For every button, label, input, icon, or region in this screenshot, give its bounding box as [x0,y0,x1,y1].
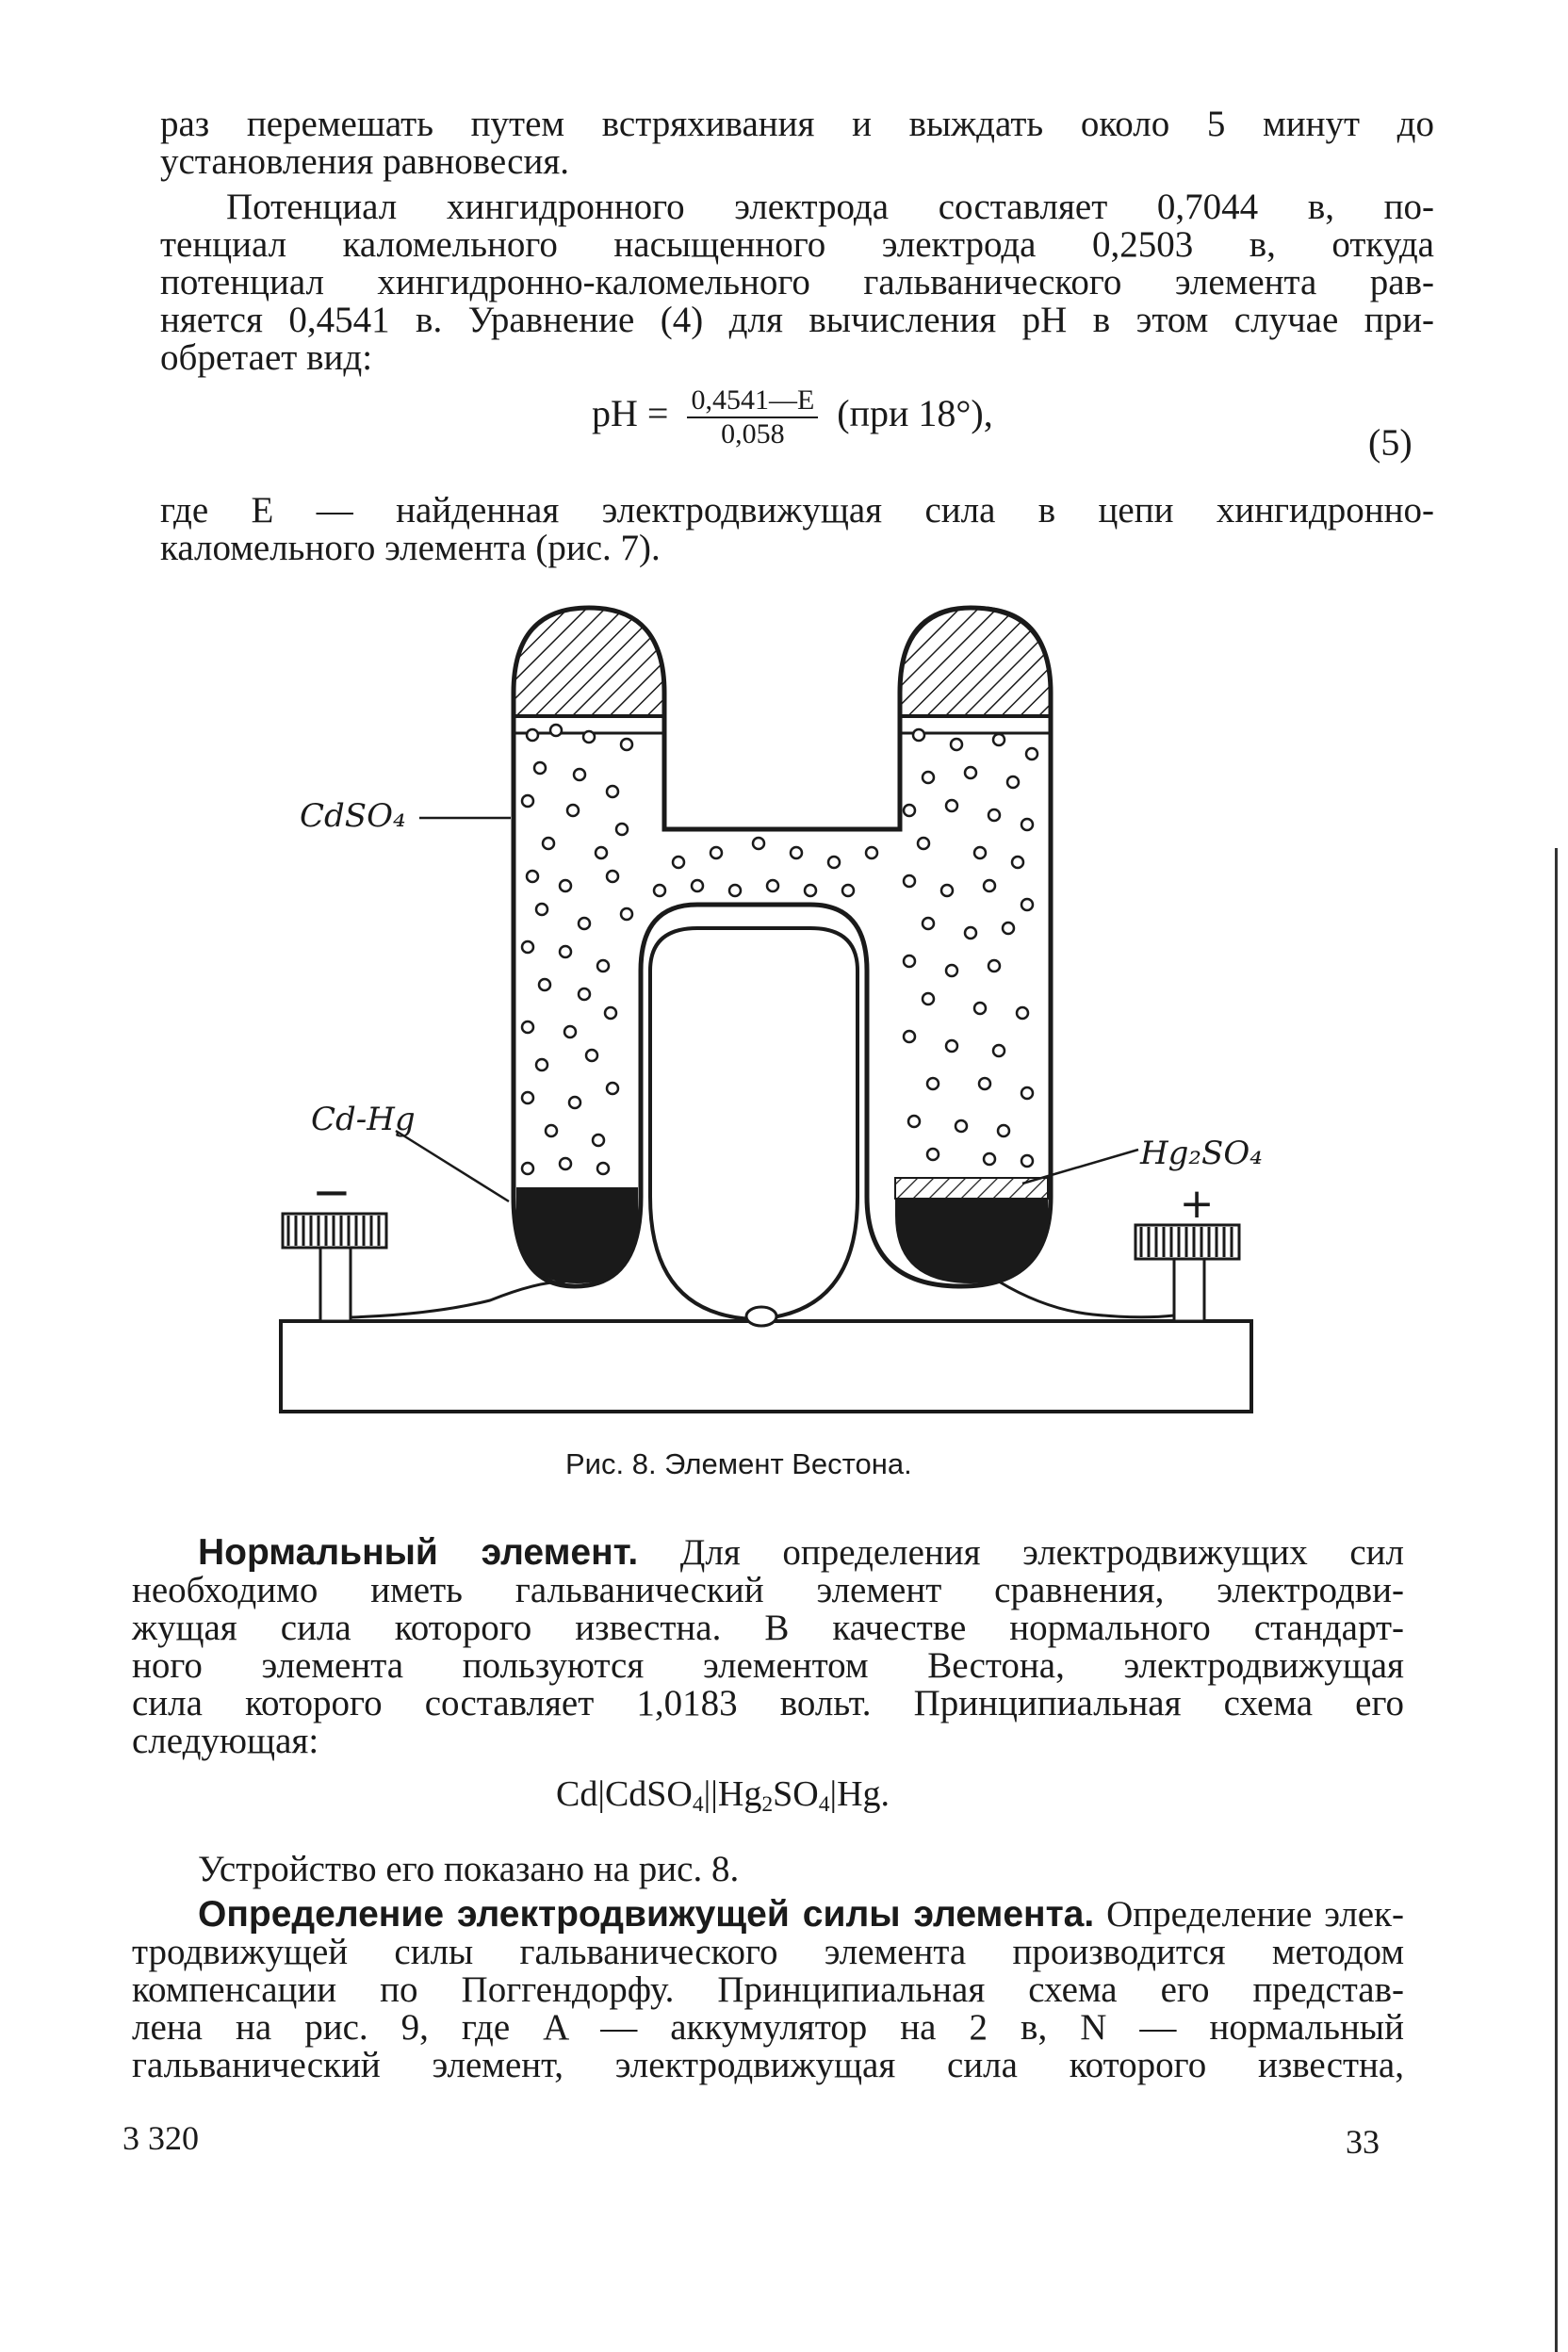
crystal-dot [828,857,840,868]
crystal-dot [522,1092,533,1103]
mercurous-sulfate-paste [895,1178,1048,1199]
crystal-dot [550,725,562,736]
crystal-dot [984,1153,995,1165]
crystal-dot [729,885,741,896]
text-line: обретает вид: [160,337,373,378]
text-line: где E — найденная электродвижущая сила в цепи хингидронно- [160,490,1434,531]
crystal-dot [946,1040,957,1052]
base-board [281,1321,1251,1412]
crystal-dot [673,857,684,868]
crystal-dot [579,988,590,1000]
crystal-dot [579,918,590,929]
text-line: тродвижущей силы гальванического элемента производится методом [132,1932,1404,1972]
crystal-dot [593,1135,604,1146]
cadmium-amalgam [516,1187,638,1283]
crystal-dot [923,772,934,783]
crystal-dot [605,1007,616,1019]
crystal-dot [583,731,595,743]
crystal-dot [918,838,929,849]
crystal-dot [979,1078,990,1089]
paragraph-heading-normal-element: Нормальный элемент. [198,1532,639,1573]
crystal-dot [527,729,538,741]
paragraph-4-end [132,1723,1404,1760]
crystal-dot [543,838,554,849]
crystal-dot [522,1021,533,1033]
left-cap [514,608,664,716]
crystal-dot [621,739,632,750]
text-line: ного элемента пользуются элементом Вестона, электродвижущая [132,1645,1404,1686]
crystal-dot [546,1125,557,1136]
negative-terminal [283,1214,386,1321]
page-edge [1555,848,1558,2352]
crystal-dot [1007,776,1019,788]
equation-number: (5) [1368,421,1413,464]
text-line: потенциал хингидронно-каломельного гальванического элемента рав- [160,262,1434,302]
crystal-dot [597,1163,609,1174]
text-line: гальванический элемент, электродвижущая сила которого известна, [132,2045,1404,2085]
text-line: лена на рис. 9, где A — аккумулятор на 2 в, N — нормальный [132,2007,1404,2048]
crystal-dot [607,1083,618,1094]
crystal-dot [536,1059,547,1070]
text-line: необходимо иметь гальванический элемент сравнения, электродви- [132,1570,1404,1610]
label-cdso4: CdSO₄ [300,797,406,835]
crystal-dot [536,904,547,915]
crystal-dot [988,960,1000,972]
paragraph-5 [132,1851,1404,1888]
crystal-dot [805,885,816,896]
crystal-dot [607,786,618,797]
crystal-dot [993,1045,1004,1056]
crystal-dot [767,880,778,891]
crystal-dot [527,871,538,882]
crystal-dot [904,956,915,967]
crystal-dot [569,1097,580,1108]
crystal-dot [974,847,986,858]
wire-negative [351,1282,565,1317]
text-line [132,1896,1404,1934]
wire-positive [999,1282,1174,1317]
crystal-dot [956,1120,967,1132]
text-line: сила которого составляет 1,0183 вольт. Принципиальная схема его [132,1683,1404,1723]
crystal-dot [1021,819,1033,830]
crystal-dot [534,762,546,774]
formula-numerator: 0,4541—E [687,384,818,418]
crystal-dot [866,847,877,858]
paragraph-heading-emf-measurement: Определение электродвижущей силы элемента. [198,1894,1095,1935]
crystal-dot [586,1050,597,1061]
crystal-dot [791,847,802,858]
crystal-dot [574,769,585,780]
cell-scheme: $Cd|CdSO_4||Hg_2SO_4|Hg$. [556,1774,890,1817]
crystal-dot [522,795,533,807]
crystal-dot [993,734,1004,745]
crystal-dot [621,908,632,920]
crystal-dot [951,739,962,750]
crystal-dot [946,965,957,976]
crystal-dot [927,1078,939,1089]
crystal-dot [974,1003,986,1014]
crystal-dot [564,1026,576,1037]
crystal-dot [1021,899,1033,910]
right-cap [900,608,1051,716]
crystal-dot [616,824,628,835]
text-span: Для определения электродвижущих сил [638,1532,1405,1573]
text-line: раз перемешать путем встряхивания и выждать около 5 минут до [160,104,1434,144]
formula-denominator: 0,058 [721,418,785,449]
crystal-dot [904,805,915,816]
crystal-dot [560,946,571,957]
crystal-dot [941,885,953,896]
crystal-dot [753,838,764,849]
text-line: Устройство его показано на рис. 8. [198,1849,740,1889]
crystal-dot [596,847,607,858]
text-line: няется 0,4541 в. Уравнение (4) для вычисления pH в этом случае при- [160,300,1434,340]
minus-sign: − [312,1165,351,1219]
crystal-dot [842,885,854,896]
crystal-dot [567,805,579,816]
crystal-dot [984,880,995,891]
crystal-dot [597,960,609,972]
crystal-dot [965,767,976,778]
plus-sign: + [1179,1180,1215,1228]
crystal-dot [904,875,915,887]
crystal-dot [904,1031,915,1042]
crystal-dot [654,885,665,896]
crystal-dot [1017,1007,1028,1019]
crystal-dot [908,1116,920,1127]
text-line: тенциал каломельного насыщенного электрода 0,2503 в, откуда [160,224,1434,265]
crystal-dot [927,1149,939,1160]
paragraph-6 [132,1896,1404,2084]
text-line: жущая сила которого известна. В качестве нормального стандарт- [132,1608,1404,1648]
text-line [132,1534,1404,1572]
text-line: установления равновесия. [160,141,570,182]
formula-condition: (при 18°), [837,392,993,435]
text-line: компенсации по Поггендорфу. Принципиальная схема его представ- [132,1969,1404,2010]
crystal-dot [692,880,703,891]
crystal-dot [1021,1155,1033,1167]
crystal-dot [923,918,934,929]
crystal-dot [1026,748,1037,760]
paragraph-4 [132,1534,1404,1723]
label-cd-hg: Cd-Hg [311,1101,416,1138]
crystal-dot [946,800,957,811]
page-number: 33 [1346,2123,1380,2161]
text-span: Определение элек- [1094,1894,1404,1935]
crystal-dot [965,927,976,939]
crystal-dot [988,809,1000,821]
inner-u-tube [650,928,858,1319]
crystal-dot [710,847,722,858]
crystal-dot [607,871,618,882]
crystal-dot [522,1163,533,1174]
text-line: следующая: [132,1721,319,1761]
crystal-dot [1012,857,1023,868]
crystal-dot [998,1125,1009,1136]
text-line: каломельного элемента (рис. 7). [160,528,661,568]
crystal-dot [1021,1087,1033,1099]
crystal-dot [539,979,550,990]
crystal-dot [522,941,533,953]
crystal-dot [913,729,924,741]
figure-caption: Рис. 8. Элемент Вестона. [565,1447,912,1480]
positive-terminal [1135,1225,1239,1321]
crystal-dot [560,880,571,891]
formula-lhs: pH = [592,392,669,435]
signature-mark: 3 320 [122,2119,199,2157]
text-line: Потенциал хингидронного электрода составляет 0,7044 в, по- [226,187,1434,227]
crystal-dot [560,1158,571,1169]
crystal-dot [923,993,934,1004]
crystal-dot [1003,923,1014,934]
label-hg2so4: Hg₂SO₄ [1140,1135,1263,1172]
